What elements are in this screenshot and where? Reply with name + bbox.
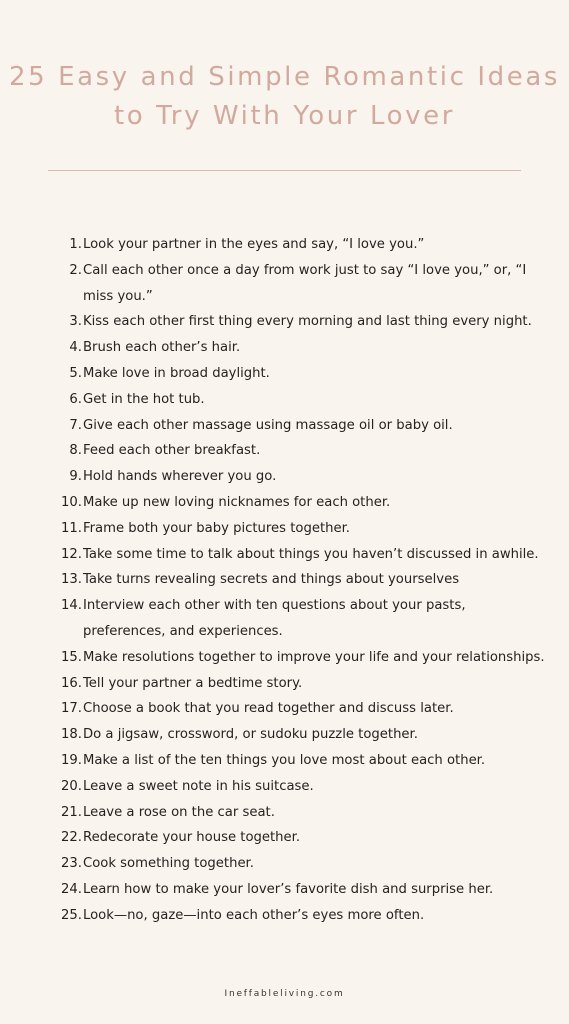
item-number: 7. xyxy=(69,417,82,433)
list-item xyxy=(56,593,546,645)
item-text: Look—no, gaze—into each other’s eyes more often. xyxy=(83,907,425,923)
list-item xyxy=(56,309,546,335)
item-text: Interview each other with ten questions about your pasts, preferences, and experiences. xyxy=(83,598,466,639)
item-number: 11. xyxy=(61,520,82,536)
item-text: Choose a book that you read together and discuss later. xyxy=(83,701,454,717)
list-item xyxy=(56,748,546,774)
item-number: 25. xyxy=(61,907,82,923)
item-number: 16. xyxy=(61,675,82,691)
list-item xyxy=(56,258,546,310)
item-text: Make up new loving nicknames for each other. xyxy=(83,494,391,510)
list-item xyxy=(56,851,546,877)
list-item xyxy=(56,516,546,542)
item-number: 9. xyxy=(69,469,82,485)
item-text: Leave a rose on the car seat. xyxy=(83,804,275,820)
item-text: Learn how to make your lover’s favorite dish and surprise her. xyxy=(83,881,494,897)
item-text: Feed each other breakfast. xyxy=(83,443,261,459)
item-text: Redecorate your house together. xyxy=(83,830,301,846)
list-item xyxy=(56,232,546,258)
list-item xyxy=(56,774,546,800)
list-item xyxy=(56,438,546,464)
list-item xyxy=(56,464,546,490)
item-number: 10. xyxy=(61,494,82,510)
page-title: 25 Easy and Simple Romantic Ideas to Try With Your Lover xyxy=(8,62,561,131)
item-number: 3. xyxy=(69,314,82,330)
item-number: 23. xyxy=(61,856,82,872)
item-text: Do a jigsaw, crossword, or sudoku puzzle together. xyxy=(83,727,418,743)
item-text: Brush each other’s hair. xyxy=(83,340,241,356)
item-number: 15. xyxy=(61,649,82,665)
title-divider xyxy=(48,170,521,171)
ideas-list xyxy=(56,232,546,929)
list-item xyxy=(56,671,546,697)
list-item xyxy=(56,696,546,722)
list-item xyxy=(56,490,546,516)
item-text: Leave a sweet note in his suitcase. xyxy=(83,778,314,794)
item-text: Hold hands wherever you go. xyxy=(83,469,277,485)
item-text: Make resolutions together to improve your life and your relationships. xyxy=(83,649,545,665)
item-text: Look your partner in the eyes and say, “I love you.” xyxy=(83,237,425,252)
item-text: Take turns revealing secrets and things about yourselves xyxy=(83,572,460,588)
item-number: 6. xyxy=(69,391,82,407)
item-text: Give each other massage using massage oil or baby oil. xyxy=(83,417,453,433)
item-number: 20. xyxy=(61,778,82,794)
item-number: 21. xyxy=(61,804,82,820)
item-text: Kiss each other first thing every morning and last thing every night. xyxy=(83,314,532,330)
item-number: 17. xyxy=(61,701,82,717)
item-number: 24. xyxy=(61,881,82,897)
list-item xyxy=(56,361,546,387)
list-item xyxy=(56,567,546,593)
list-item xyxy=(56,387,546,413)
list-item xyxy=(56,903,546,929)
item-number: 19. xyxy=(61,752,82,768)
item-number: 1. xyxy=(69,237,82,252)
item-text: Get in the hot tub. xyxy=(83,391,205,407)
footer-site-name: Ineffableliving.com xyxy=(224,989,345,999)
list-item xyxy=(56,800,546,826)
item-number: 5. xyxy=(69,365,82,381)
list-item xyxy=(56,542,546,568)
list-item xyxy=(56,877,546,903)
list-item xyxy=(56,722,546,748)
list-item xyxy=(56,645,546,671)
item-number: 13. xyxy=(61,572,82,588)
item-number: 14. xyxy=(61,598,82,614)
list-item xyxy=(56,335,546,361)
item-number: 12. xyxy=(61,546,82,562)
item-text: Make love in broad daylight. xyxy=(83,365,270,381)
item-text: Call each other once a day from work just to say “I love you,” or, “I miss you.” xyxy=(83,262,527,304)
item-text: Make a list of the ten things you love most about each other. xyxy=(83,752,486,768)
item-text: Frame both your baby pictures together. xyxy=(83,520,350,536)
item-text: Cook something together. xyxy=(83,856,254,872)
item-number: 18. xyxy=(61,727,82,743)
item-number: 22. xyxy=(61,830,82,846)
item-text: Tell your partner a bedtime story. xyxy=(83,675,303,691)
item-number: 8. xyxy=(69,443,82,459)
item-text: Take some time to talk about things you haven’t discussed in awhile. xyxy=(83,546,539,562)
item-number: 2. xyxy=(69,262,82,278)
list-item xyxy=(56,413,546,439)
item-number: 4. xyxy=(69,340,82,356)
list-item xyxy=(56,825,546,851)
